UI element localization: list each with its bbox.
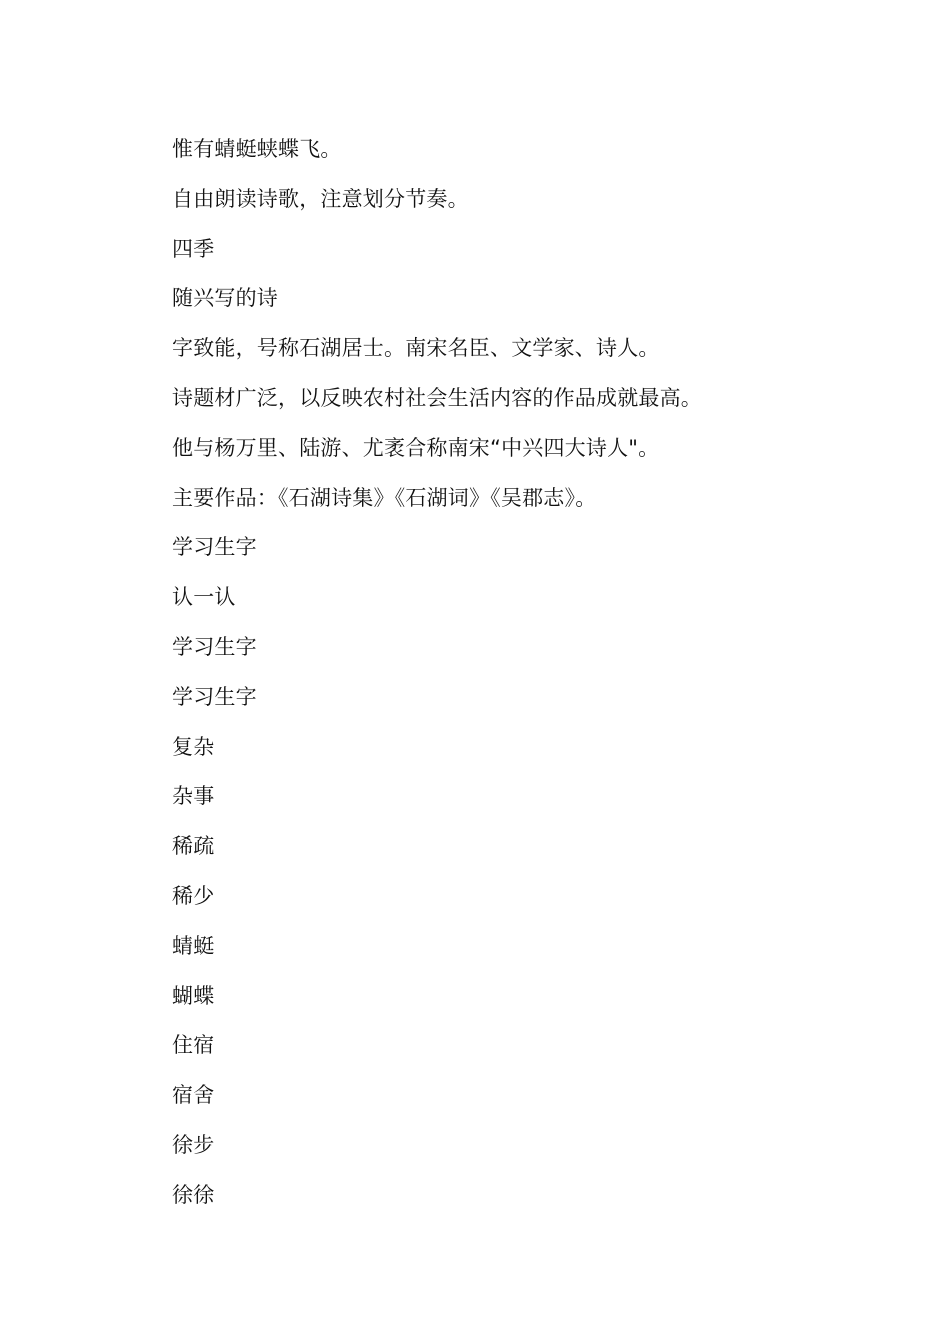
text-line: 宿舍	[172, 1083, 215, 1108]
text-line: 字致能，号称石湖居士。南宋名臣、文学家、诗人。	[172, 336, 660, 361]
text-line: 稀少	[172, 883, 215, 908]
text-line: 徐徐	[172, 1182, 215, 1207]
text-line: 惟有蜻蜓蛱蝶飞。	[172, 137, 342, 161]
text-line: 复杂	[172, 734, 215, 759]
text-line: 诗题材广泛，以反映农村社会生活内容的作品成就最高。	[172, 385, 702, 410]
text-line: 杂事	[172, 784, 215, 809]
text-line: 自由朗读诗歌，注意划分节奏。	[172, 186, 469, 211]
text-line: 蜻蜓	[172, 933, 215, 958]
text-line: 住宿	[172, 1033, 215, 1058]
text-line: 随兴写的诗	[172, 286, 278, 311]
text-line: 徐步	[172, 1132, 215, 1157]
text-line: 蝴蝶	[172, 983, 215, 1008]
text-line: 认一认	[172, 585, 236, 610]
document-body	[172, 131, 872, 1227]
text-line: 学习生字	[172, 684, 257, 709]
text-line: 他与杨万里、陆游、尤袤合称南宋“中兴四大诗人"。	[172, 435, 660, 460]
text-line: 学习生字	[172, 634, 257, 659]
text-line: 主要作品：《石湖诗集》《石湖词》《吴郡志》。	[172, 485, 597, 510]
text-line: 四季	[172, 236, 215, 261]
text-line: 稀疏	[172, 834, 215, 859]
text-line: 学习生字	[172, 535, 257, 560]
